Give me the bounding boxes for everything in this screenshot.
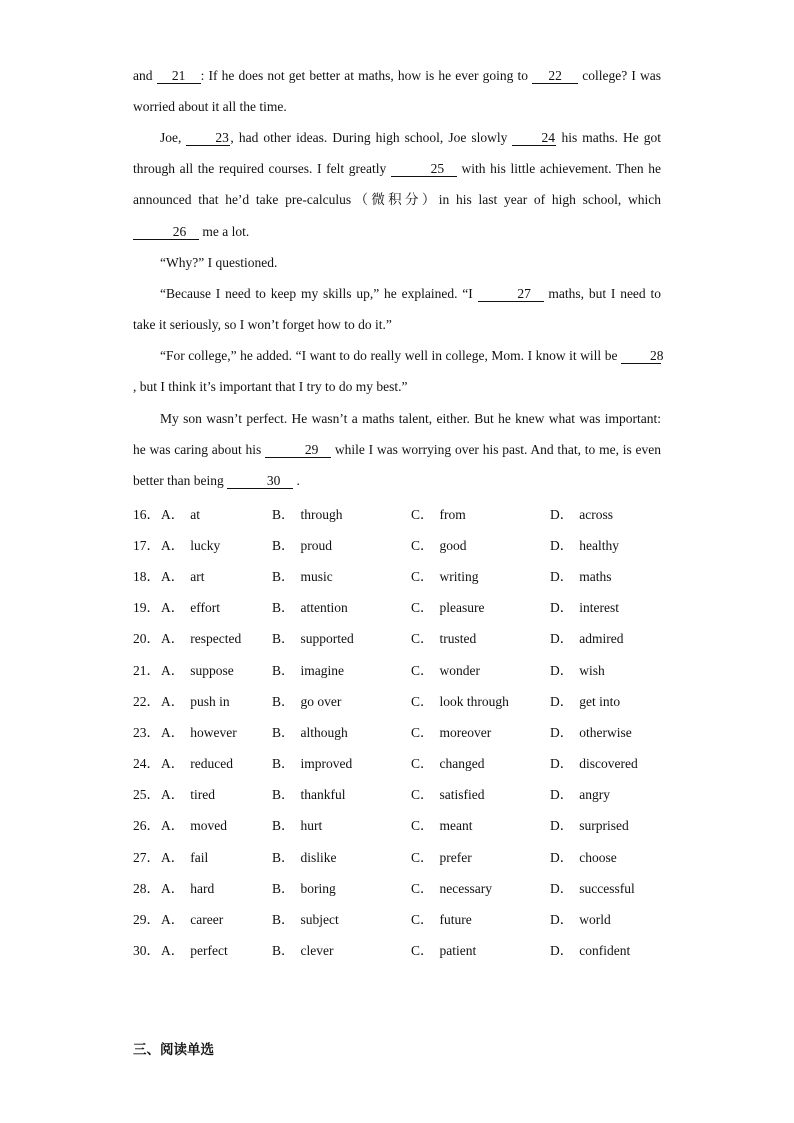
option-b[interactable]: B． subject [272, 912, 339, 928]
question-row [133, 684, 673, 715]
option-b[interactable]: B． boring [272, 880, 336, 896]
option-c[interactable]: C． good [411, 537, 467, 553]
blank-23: 23 [186, 131, 230, 146]
option-d[interactable]: D． interest [550, 600, 619, 616]
option-a[interactable]: A． respected [161, 631, 242, 647]
option-b[interactable]: B． imagine [272, 662, 345, 678]
blank-27: 27 [478, 287, 544, 302]
blank-29: 29 [265, 443, 331, 458]
passage-paragraph-3 [133, 247, 661, 278]
question-row [133, 528, 673, 559]
blank-28: 28 [621, 349, 661, 364]
question-number: 22． [133, 693, 160, 709]
option-d[interactable]: D． discovered [550, 756, 638, 772]
option-c[interactable]: C． look through [411, 693, 509, 709]
question-number: 19． [133, 600, 160, 616]
passage-text: Joe, [160, 130, 187, 145]
option-d[interactable]: D． world [550, 912, 611, 928]
blank-21: 21 [157, 69, 201, 84]
question-number: 26． [133, 818, 160, 834]
option-b[interactable]: B． improved [272, 756, 353, 772]
option-c[interactable]: C． patient [411, 943, 477, 959]
option-a[interactable]: A． moved [161, 818, 227, 834]
blank-22: 22 [532, 69, 578, 84]
option-b[interactable]: B． go over [272, 693, 342, 709]
passage-paragraph-1 [133, 60, 661, 122]
option-b[interactable]: B． thankful [272, 787, 346, 803]
question-row [133, 902, 673, 933]
option-d[interactable]: D． confident [550, 943, 631, 959]
passage-text: , but I think it’s important that I try to do my best.” [133, 379, 408, 395]
passage-paragraph-6 [133, 403, 661, 497]
option-d[interactable]: D． maths [550, 568, 612, 584]
question-row [133, 934, 673, 965]
question-row [133, 809, 673, 840]
question-number: 28． [133, 880, 160, 896]
question-number: 20． [133, 631, 160, 647]
option-a[interactable]: A． push in [161, 693, 230, 709]
question-number: 30． [133, 943, 160, 959]
option-d[interactable]: D． wish [550, 662, 605, 678]
question-number: 16． [133, 506, 160, 522]
option-b[interactable]: B． supported [272, 631, 354, 647]
option-c[interactable]: C． changed [411, 756, 485, 772]
question-row [133, 497, 673, 528]
question-number: 21． [133, 662, 160, 678]
option-c[interactable]: C． wonder [411, 662, 481, 678]
passage-text: college? I was worried about it all the time. [133, 68, 661, 115]
option-d[interactable]: D． otherwise [550, 724, 632, 740]
passage-paragraph-2 [133, 122, 661, 247]
option-b[interactable]: B． clever [272, 943, 334, 959]
option-a[interactable]: A． hard [161, 880, 215, 896]
option-c[interactable]: C． pleasure [411, 600, 485, 616]
question-number: 23． [133, 724, 160, 740]
blank-30: 30 [227, 474, 293, 489]
option-b[interactable]: B． hurt [272, 818, 323, 834]
passage-text: and [133, 68, 157, 83]
option-c[interactable]: C． meant [411, 818, 473, 834]
option-c[interactable]: C． future [411, 912, 472, 928]
passage-text: “Because I need to keep my skills up,” he explained. “I [160, 286, 478, 301]
option-d[interactable]: D． successful [550, 880, 635, 896]
question-row [133, 559, 673, 590]
section-title: 三、阅读单选 [133, 1042, 214, 1058]
passage-text: with his little achievement. Then he announced that he’d take pre-calculus（微积分）in his last year of high school, which [133, 161, 661, 208]
question-number: 24． [133, 756, 160, 772]
blank-25: 25 [391, 162, 457, 177]
blank-24: 24 [512, 131, 556, 146]
option-d[interactable]: D． surprised [550, 818, 629, 834]
option-c[interactable]: C． writing [411, 568, 479, 584]
question-row [133, 653, 673, 684]
option-d[interactable]: D． healthy [550, 537, 619, 553]
blank-26: 26 [133, 225, 199, 240]
option-c[interactable]: C． necessary [411, 880, 492, 896]
option-c[interactable]: C． trusted [411, 631, 477, 647]
question-row [133, 591, 673, 622]
option-b[interactable]: B． proud [272, 537, 333, 553]
option-a[interactable]: A． however [161, 724, 237, 740]
option-a[interactable]: A． reduced [161, 756, 233, 772]
question-row [133, 622, 673, 653]
question-row [133, 747, 673, 778]
question-row [133, 840, 673, 871]
passage-text: : If he does not get better at maths, how is he ever going to [200, 68, 533, 83]
option-a[interactable]: A． suppose [161, 662, 234, 678]
question-row [133, 715, 673, 746]
option-a[interactable]: A． lucky [161, 537, 221, 553]
option-d[interactable]: D． across [550, 506, 613, 522]
question-number: 25． [133, 787, 160, 803]
option-b[interactable]: B． dislike [272, 849, 337, 865]
options-list [133, 497, 673, 965]
option-c[interactable]: C． prefer [411, 849, 472, 865]
option-d[interactable]: D． get into [550, 693, 621, 709]
question-row [133, 871, 673, 902]
option-c[interactable]: C． moreover [411, 724, 492, 740]
passage-text: “Why?” I questioned. [160, 255, 278, 270]
passage-text: . [293, 473, 300, 489]
option-a[interactable]: A． perfect [161, 943, 228, 959]
option-b[interactable]: B． although [272, 724, 348, 740]
passage-text: his maths. He got through all the required courses. I felt greatly [133, 130, 661, 177]
passage-paragraph-4 [133, 278, 661, 340]
passage-text: maths, but I need to take it seriously, so I won’t forget how to do it.” [133, 286, 661, 333]
question-row [133, 778, 673, 809]
option-a[interactable]: A． art [161, 568, 205, 584]
passage-text: me a lot. [199, 223, 250, 239]
option-c[interactable]: C． satisfied [411, 787, 485, 803]
option-d[interactable]: D． angry [550, 787, 610, 803]
passage-text: , had other ideas. During high school, Joe slowly [230, 130, 513, 145]
option-c[interactable]: C． from [411, 506, 466, 522]
question-number: 17． [133, 537, 160, 553]
option-a[interactable]: A． effort [161, 600, 220, 616]
option-a[interactable]: A． career [161, 912, 224, 928]
question-number: 27． [133, 849, 160, 865]
question-number: 29． [133, 912, 160, 928]
passage-text: while I was worrying over his past. And that, to me, is even better than being [133, 442, 661, 489]
option-a[interactable]: A． tired [161, 787, 215, 803]
option-b[interactable]: B． attention [272, 600, 348, 616]
option-a[interactable]: A． at [161, 506, 200, 522]
passage-text: My son wasn’t perfect. He wasn’t a maths talent, either. But he knew what was important: he was caring about his [133, 411, 661, 458]
option-d[interactable]: D． admired [550, 631, 624, 647]
option-b[interactable]: B． through [272, 506, 343, 522]
option-d[interactable]: D． choose [550, 849, 617, 865]
passage-paragraph-5 [133, 340, 664, 402]
passage-text: “For college,” he added. “I want to do really well in college, Mom. I know it will be [160, 348, 621, 363]
option-b[interactable]: B． music [272, 568, 333, 584]
question-number: 18． [133, 568, 160, 584]
option-a[interactable]: A． fail [161, 849, 209, 865]
